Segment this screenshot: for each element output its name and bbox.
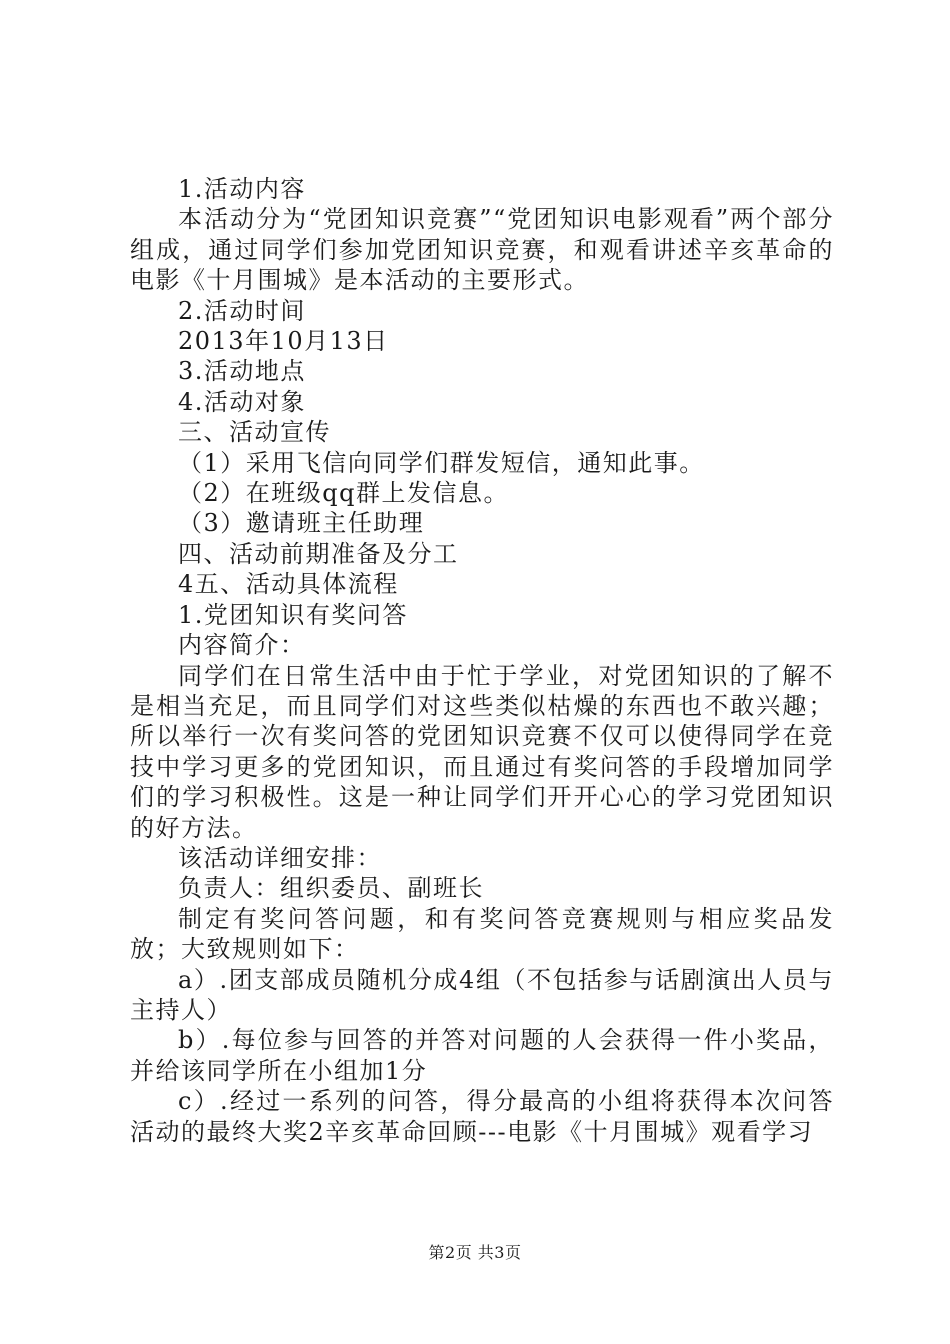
paragraph: 2.活动时间 xyxy=(178,296,306,325)
paragraph: （2）在班级qq群上发信息。 xyxy=(178,479,509,508)
paragraph: （1）采用飞信向同学们群发短信，通知此事。 xyxy=(178,448,705,477)
paragraph: 本活动分为“党团知识竞赛”“党团知识电影观看”两个部分组成，通过同学们参加党团知识竞赛，和观看讲述辛亥革命的电影《十月围城》是本活动的主要形式。 xyxy=(130,205,834,295)
paragraph: 2013年10月13日 xyxy=(178,327,389,356)
section-heading: 四、活动前期准备及分工 xyxy=(178,539,459,568)
section-heading: 三、活动宣传 xyxy=(178,418,331,447)
paragraph: b）.每位参与回答的并答对问题的人会获得一件小奖品，并给该同学所在小组加1分 xyxy=(130,1026,834,1085)
paragraph: 该活动详细安排： xyxy=(178,843,382,872)
paragraph: 内容简介： xyxy=(178,631,306,660)
paragraph: 1.党团知识有奖问答 xyxy=(178,600,408,629)
paragraph: 1.活动内容 xyxy=(178,175,306,203)
document-body xyxy=(130,174,834,1147)
paragraph: （3）邀请班主任助理 xyxy=(178,509,425,538)
paragraph: c）.经过一系列的问答，得分最高的小组将获得本次问答活动的最终大奖2辛亥革命回顾---电影《十月围城》观看学习 xyxy=(130,1087,834,1146)
paragraph: a）.团支部成员随机分成4组（不包括参与话剧演出人员与主持人） xyxy=(130,965,834,1024)
paragraph: 3.活动地点 xyxy=(178,357,306,386)
page-footer: 第2页 共3页 xyxy=(428,1243,522,1262)
paragraph: 同学们在日常生活中由于忙于学业，对党团知识的了解不是相当充足，而且同学们对这些类似枯燥的东西也不敢兴趣；所以举行一次有奖问答的党团知识竞赛不仅可以使得同学在竞技中学习更多的党团知识，而且通过有奖问答的手段增加同学们的学习积极性。这是一种让同学们开开心心的学习党团知识的好方法。 xyxy=(130,661,834,842)
paragraph: 4.活动对象 xyxy=(178,387,306,416)
section-heading: 4五、活动具体流程 xyxy=(178,570,399,599)
paragraph: 制定有奖问答问题，和有奖问答竞赛规则与相应奖品发放；大致规则如下： xyxy=(130,904,834,964)
paragraph: 负责人：组织委员、副班长 xyxy=(178,874,484,903)
